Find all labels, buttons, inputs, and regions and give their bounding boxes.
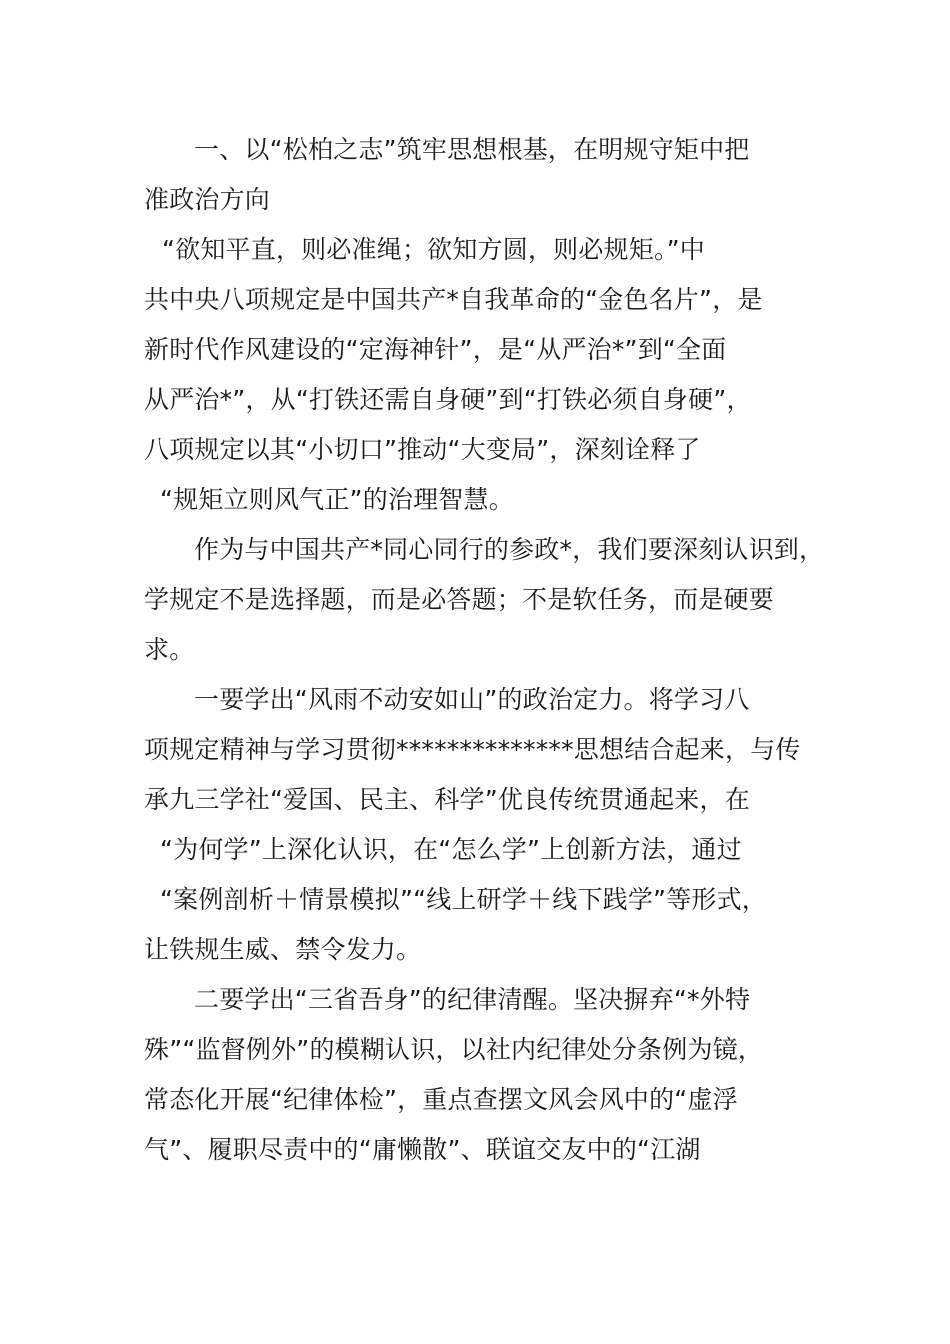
paragraph-line: 作为与中国共产*同心同行的参政*，我们要深刻认识到， bbox=[194, 535, 825, 564]
paragraph-line: 常态化开展“纪律体检”，重点查摆文风会风中的“虚浮 bbox=[144, 1085, 738, 1114]
paragraph-line: “欲知平直，则必准绳；欲知方圆，则必规矩。”中 bbox=[162, 235, 706, 264]
paragraph-line: 八项规定以其“小切口”推动“大变局”，深刻诠释了 bbox=[144, 435, 701, 464]
paragraph-line: 二要学出“三省吾身”的纪律清醒。坚决摒弃“*外特 bbox=[194, 985, 751, 1014]
section-heading-line-1: 一、以“松柏之志”筑牢思想根基，在明规守矩中把 bbox=[194, 135, 750, 164]
paragraph-line: 共中央八项规定是中国共产*自我革命的“金色名片”，是 bbox=[144, 285, 763, 314]
paragraph-line: 一要学出“风雨不动安如山”的政治定力。将学习八 bbox=[194, 685, 750, 714]
paragraph-line: 从严治*”，从“打铁还需自身硬”到“打铁必须自身硬”， bbox=[144, 385, 752, 414]
paragraph-line: 学规定不是选择题，而是必答题；不是软任务，而是硬要 bbox=[144, 585, 775, 614]
paragraph-line: 项规定精神与学习贯彻**************思想结合起来，与传 bbox=[144, 735, 801, 764]
paragraph-line: 新时代作风建设的“定海神针”，是“从严治*”到“全面 bbox=[144, 335, 727, 364]
paragraph-line: 气”、履职尽责中的“庸懒散”、联谊交友中的“江湖 bbox=[144, 1135, 701, 1164]
paragraph-line: “为何学”上深化认识，在“怎么学”上创新方法，通过 bbox=[160, 835, 742, 864]
paragraph-line: 殊”“监督例外”的模糊认识，以社内纪律处分条例为镜， bbox=[144, 1035, 764, 1064]
paragraph-line: “案例剖析＋情景模拟”“线上研学＋线下践学”等形式， bbox=[160, 885, 768, 914]
section-heading-line-2: 准政治方向 bbox=[144, 185, 271, 214]
paragraph-line: 承九三学社“爱国、民主、科学”优良传统贯通起来，在 bbox=[144, 785, 750, 814]
paragraph-line: “规矩立则风气正”的治理智慧。 bbox=[160, 485, 514, 514]
paragraph-line: 让铁规生威、禁令发力。 bbox=[144, 935, 422, 964]
paragraph-line: 求。 bbox=[144, 635, 195, 664]
